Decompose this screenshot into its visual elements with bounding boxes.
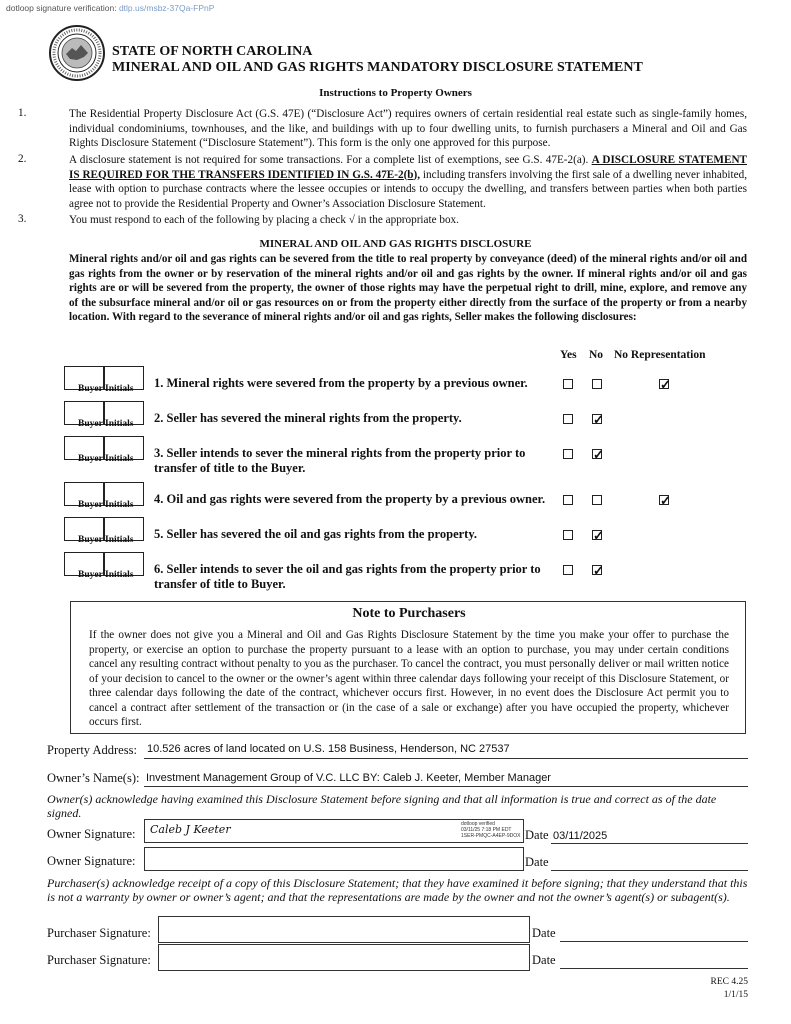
- purchaser-signature-label: Purchaser Signature:: [47, 926, 151, 940]
- check-mark-icon: ✓: [660, 377, 671, 392]
- note-text: If the owner does not give you a Mineral and Oil and Gas Rights Disclosure Statement by the time you make your offer to purchase the property, or exercise an option to purchase the property pursuant to a lease with an option to purchase, you may under certain conditions cancel any resulting contract without penalty to you as the purchaser. To cancel the contract, you must personally deliver or mail written notice of your decision to cancel to the owner or the owner’s agent within three calendar days following your receipt of this Disclosure Statement, or three calendar days following the date of the contract, whichever occurs first. However, in no event does the Disclosure Act permit you to cancel a contract after settlement of the transaction or (in the case of a sale or exchange) after you have occupied the property, whichever occurs first.: [89, 629, 729, 728]
- buyer-initials-label: Buyer Initials: [78, 500, 134, 510]
- purchaser-date-label-2: Date: [532, 953, 556, 967]
- checkbox-no[interactable]: [592, 447, 604, 462]
- instructions-heading: Instructions to Property Owners: [319, 87, 472, 99]
- nc-real-estate-commission-seal: [48, 24, 106, 82]
- instruction-number: 2.: [18, 153, 27, 165]
- instruction-item-2: A disclosure statement is not required for some transactions. For a complete list of exemptions, see G.S. 47E-2(a). A DISCLOSURE STATEMENT IS REQUIRED FOR THE TRANSFERS IDENTIFIED IN G.S. 47E-2(b), including transfers involving the first sale of a dwelling never inhabited, lease with option to purchase contracts where the lessee occupies or intends to occupy the dwelling, and transfers between parties when both parties agree not to provide the Residential Property and Owner’s Association Disclosure Statement.: [69, 154, 747, 210]
- required-transfers-emphasis: A DISCLOSURE STATEMENT IS REQUIRED FOR THE TRANSFERS IDENTIFIED IN G.S. 47E-2(b),: [69, 154, 747, 181]
- owners-name-value[interactable]: Investment Management Group of V.C. LLC BY: Caleb J. Keeter, Member Manager: [146, 772, 551, 784]
- title-form-name: MINERAL AND OIL AND GAS RIGHTS MANDATORY DISCLOSURE STATEMENT: [112, 60, 643, 75]
- buyer-initials-label: Buyer Initials: [78, 535, 134, 545]
- owner-acknowledgement: Owner(s) acknowledge having examined this Disclosure Statement before signing and that all information is true and correct as of the date signed.: [47, 792, 717, 820]
- checkbox-no[interactable]: [592, 495, 602, 505]
- instruction-item-1: The Residential Property Disclosure Act (G.S. 47E) (“Disclosure Act”) requires owners of certain residential real estate such as single-family homes, individual condominiums, townhouses, and the like, and buildings with up to four dwelling units, to furnish purchasers a Mineral and Oil and Gas Rights Disclosure Statement (“Disclosure Statement”). This form is the only one approved for this purpose.: [69, 108, 747, 149]
- purchaser-date-line: [560, 941, 748, 942]
- form-date: 1/1/15: [723, 990, 748, 1000]
- dotloop-verification: dotloop signature verification: dtlp.us/msbz-37Qa-FPnP: [6, 3, 215, 13]
- checkbox-yes[interactable]: [563, 379, 573, 389]
- owner-date-label: Date: [525, 828, 549, 842]
- check-mark-icon: ✓: [593, 412, 604, 427]
- owner-signature-label: Owner Signature:: [47, 854, 136, 868]
- check-mark-icon: ✓: [593, 563, 604, 578]
- owner-signature-value: Caleb J Keeter: [150, 823, 231, 836]
- form-number: REC 4.25: [710, 977, 748, 987]
- column-no: No: [589, 349, 604, 361]
- disclosure-heading: MINERAL AND OIL AND GAS RIGHTS DISCLOSURE: [259, 238, 532, 250]
- owners-name-line: [144, 786, 748, 787]
- owner-date-label-2: Date: [525, 855, 549, 869]
- checkbox-yes[interactable]: [563, 565, 573, 575]
- buyer-initials-label: Buyer Initials: [78, 384, 134, 394]
- question-5: 5. Seller has severed the oil and gas rights from the property.: [154, 527, 478, 541]
- checkbox-yes[interactable]: [563, 495, 573, 505]
- purchaser-acknowledgement: Purchaser(s) acknowledge receipt of a copy of this Disclosure Statement; that they have examined it before signing; that they understand that this is not a warranty by owner or owner’s agent; and that the representations are made by the owner and not the owner’s agent(s) or subagent(s).: [47, 876, 748, 904]
- purchaser-date-label: Date: [532, 926, 556, 940]
- question-3: 3. Seller intends to sever the mineral rights from the property prior to transfer of title to the Buyer.: [154, 446, 526, 475]
- check-mark-icon: ✓: [593, 528, 604, 543]
- owner-date-value[interactable]: 03/11/2025: [553, 830, 608, 842]
- buyer-initials-label: Buyer Initials: [78, 454, 134, 464]
- question-2: 2. Seller has severed the mineral rights from the property.: [154, 411, 462, 425]
- question-4: 4. Oil and gas rights were severed from the property by a previous owner.: [154, 492, 546, 506]
- owner-signature-field-2[interactable]: [144, 847, 524, 871]
- purchaser-signature-field-2[interactable]: [158, 944, 530, 971]
- note-title: Note to Purchasers: [352, 606, 466, 621]
- question-6: 6. Seller intends to sever the oil and gas rights from the property prior to transfer of title to Buyer.: [154, 562, 541, 591]
- checkbox-no[interactable]: [592, 379, 602, 389]
- checkbox-yes[interactable]: [563, 414, 573, 424]
- checkbox-norep[interactable]: [659, 377, 671, 392]
- purchaser-signature-label-2: Purchaser Signature:: [47, 953, 151, 967]
- check-mark-icon: ✓: [593, 447, 604, 462]
- checkbox-yes[interactable]: [563, 530, 573, 540]
- property-address-label: Property Address:: [47, 743, 137, 757]
- purchaser-date-line-2: [560, 968, 748, 969]
- owner-signature-field[interactable]: [144, 819, 524, 843]
- title-state: STATE OF NORTH CAROLINA: [112, 44, 313, 59]
- instruction-number: 3.: [18, 213, 27, 225]
- buyer-initials-label: Buyer Initials: [78, 570, 134, 580]
- instruction-number: 1.: [18, 107, 27, 119]
- checkbox-no[interactable]: [592, 563, 604, 578]
- owner-date-line: [551, 843, 748, 844]
- column-yes: Yes: [560, 349, 577, 361]
- property-address-value[interactable]: 10.526 acres of land located on U.S. 158 Business, Henderson, NC 27537: [147, 743, 510, 755]
- check-mark-icon: ✓: [660, 493, 671, 508]
- instruction-item-3: You must respond to each of the following by placing a check √ in the appropriate box.: [69, 214, 459, 226]
- purchaser-signature-field[interactable]: [158, 916, 530, 943]
- buyer-initials-label: Buyer Initials: [78, 419, 134, 429]
- disclosure-text: Mineral rights and/or oil and gas rights can be severed from the title to real property by conveyance (deed) of the mineral rights and/or oil and gas rights from the owner or by reservation of the mineral rights and/or oil and gas rights by the owner. If mineral rights and/or oil and gas rights are or will be severed from the property, the owner of those rights may have the perpetual right to drill, mine, explore, and remove any of the subsurface mineral and/or oil or gas resources on or from the property either directly from the surface of the property or from a nearby location. With regard to the severance of mineral rights and/or oil and gas rights, Seller makes the following disclosures:: [69, 253, 747, 324]
- note-to-purchasers: [70, 601, 746, 734]
- owner-date-line-2: [551, 870, 748, 871]
- owner-signature-label: Owner Signature:: [47, 827, 136, 841]
- verification-link[interactable]: dtlp.us/msbz-37Qa-FPnP: [118, 3, 215, 13]
- dotloop-verified-stamp: dotloop verified 03/11/25 7:18 PM EDT 1SER-PMQC-A4EP-9DOX: [461, 821, 521, 839]
- checkbox-no[interactable]: [592, 412, 604, 427]
- checkbox-no[interactable]: [592, 528, 604, 543]
- owners-name-label: Owner’s Name(s):: [47, 771, 140, 785]
- checkbox-norep[interactable]: [659, 493, 671, 508]
- column-no-representation: No Representation: [614, 349, 706, 361]
- property-address-line: [144, 758, 748, 759]
- checkbox-yes[interactable]: [563, 449, 573, 459]
- question-1: 1. Mineral rights were severed from the property by a previous owner.: [154, 376, 528, 390]
